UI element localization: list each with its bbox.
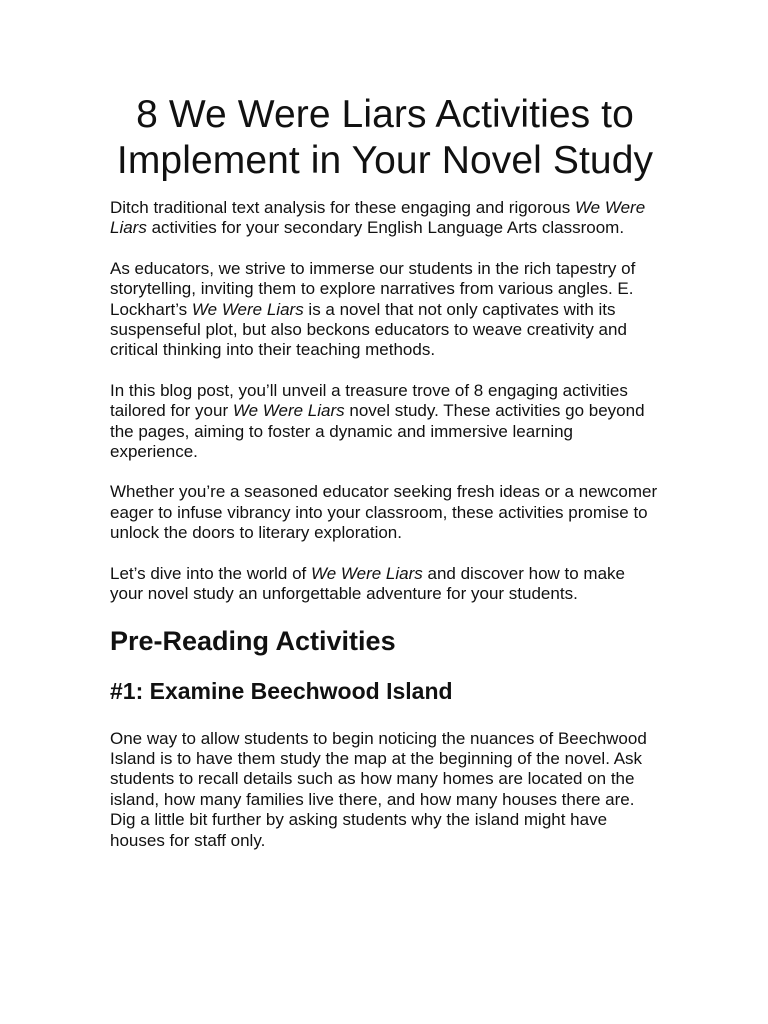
intro-paragraph-2 bbox=[110, 259, 660, 361]
activity-1-body: One way to allow students to begin noticing the nuances of Beechwood Island is to have them study the map at the beginning of the novel. Ask students to recall details such as how many homes are located on the island, how many families live there, and how many houses there are. Dig a little bit further by asking students why the island might have houses for staff only. bbox=[110, 728, 647, 850]
book-title-italic: We Were Liars bbox=[191, 299, 304, 319]
book-title-italic: We Were Liars bbox=[110, 198, 646, 238]
intro-paragraph-5-text-b: and discover how to make your novel study an unforgettable adventure for your students. bbox=[110, 563, 625, 604]
page-title: 8 We Were Liars Activities to Implement in Your Novel Study bbox=[116, 93, 654, 182]
intro-paragraph-3-text-a: In this blog post, you’ll unveil a treasure trove of 8 engaging activities tailored for your bbox=[110, 380, 628, 421]
section-heading-pre-reading: Pre-Reading Activities bbox=[110, 625, 396, 656]
intro-paragraph-2-text-a: As educators, we strive to immerse our students in the rich tapestry of storytelling, inviting them to explore narratives from various angles. E. Lockhart’s bbox=[110, 258, 636, 319]
book-title-italic: We Were Liars bbox=[310, 563, 423, 583]
intro-paragraph-5-text-a: Let’s dive into the world of bbox=[110, 563, 311, 583]
intro-paragraph-3 bbox=[110, 381, 660, 463]
book-title-italic: We Were Liars bbox=[232, 401, 345, 421]
activity-1-heading: #1: Examine Beechwood Island bbox=[110, 677, 453, 704]
intro-paragraph-1 bbox=[110, 198, 660, 239]
intro-paragraph-2-text-b: is a novel that not only captivates with its suspenseful plot, but also beckons educators to weave creativity and critical thinking into their teaching methods. bbox=[110, 299, 627, 360]
intro-paragraph-5 bbox=[110, 564, 660, 605]
intro-paragraph-1-text-a: Ditch traditional text analysis for these engaging and rigorous bbox=[110, 198, 575, 217]
intro-paragraph-4: Whether you’re a seasoned educator seeking fresh ideas or a newcomer eager to infuse vibrancy into your classroom, these activities promise to unlock the doors to literary exploration. bbox=[110, 482, 658, 543]
intro-paragraph-3-text-b: novel study. These activities go beyond the pages, aiming to foster a dynamic and immersive learning experience. bbox=[110, 401, 645, 462]
intro-paragraph-1-text-b: activities for your secondary English Language Arts classroom. bbox=[146, 218, 625, 238]
